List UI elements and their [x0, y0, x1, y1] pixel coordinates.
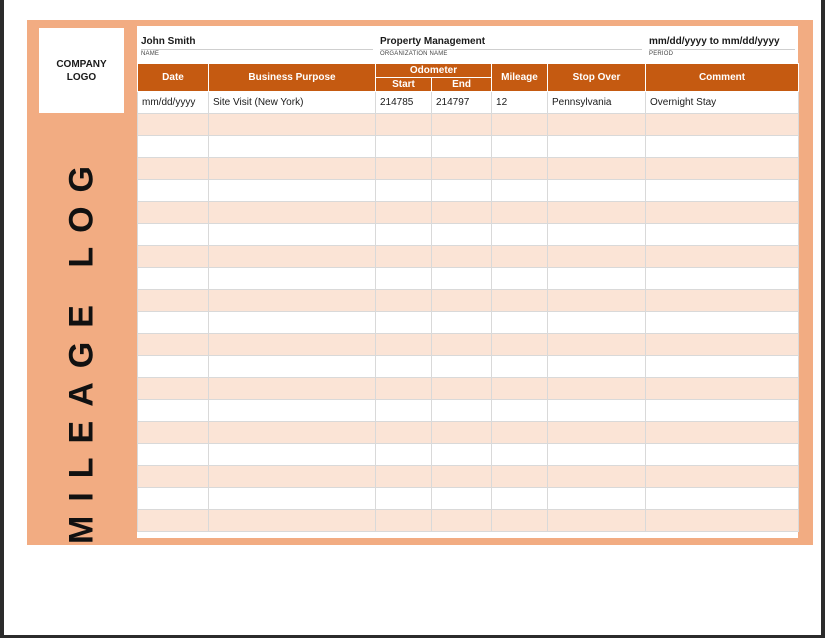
cell-mileage[interactable] — [492, 180, 548, 202]
cell-mileage[interactable] — [492, 334, 548, 356]
period-value: mm/dd/yyyy to mm/dd/yyyy — [649, 36, 780, 47]
cell-end[interactable] — [432, 422, 492, 444]
table-row — [138, 334, 799, 356]
cell-date[interactable] — [138, 114, 209, 136]
cell-stop-over[interactable] — [548, 400, 646, 422]
mileage-log-title: MILEAGE LOG — [62, 152, 101, 544]
cell-start[interactable] — [376, 114, 432, 136]
cell-date[interactable] — [138, 444, 209, 466]
cell-end[interactable] — [432, 290, 492, 312]
cell-start[interactable] — [376, 422, 432, 444]
cell-start[interactable]: 214785 — [376, 92, 432, 114]
cell-stop-over[interactable] — [548, 356, 646, 378]
period-label: PERIOD — [649, 51, 674, 57]
cell-mileage[interactable] — [492, 466, 548, 488]
cell-end[interactable] — [432, 202, 492, 224]
col-odometer-start: Start — [376, 78, 432, 92]
cell-date[interactable] — [138, 224, 209, 246]
cell-mileage[interactable] — [492, 356, 548, 378]
cell-stop-over[interactable]: Pennsylvania — [548, 92, 646, 114]
cell-start[interactable] — [376, 246, 432, 268]
company-logo-placeholder: COMPANY LOGO — [39, 28, 124, 113]
col-odometer: Odometer — [376, 64, 492, 78]
cell-mileage[interactable] — [492, 136, 548, 158]
cell-date[interactable] — [138, 290, 209, 312]
cell-mileage[interactable] — [492, 488, 548, 510]
cell-start[interactable] — [376, 488, 432, 510]
cell-start[interactable] — [376, 466, 432, 488]
cell-stop-over[interactable] — [548, 488, 646, 510]
cell-start[interactable] — [376, 400, 432, 422]
name-value: John Smith — [141, 36, 196, 47]
cell-date[interactable] — [138, 246, 209, 268]
cell-purpose[interactable] — [209, 202, 376, 224]
cell-stop-over[interactable] — [548, 114, 646, 136]
cell-date[interactable] — [138, 202, 209, 224]
table-row — [138, 400, 799, 422]
cell-start[interactable] — [376, 312, 432, 334]
cell-purpose[interactable] — [209, 334, 376, 356]
cell-comment[interactable] — [646, 268, 799, 290]
cell-purpose[interactable] — [209, 180, 376, 202]
cell-comment[interactable] — [646, 444, 799, 466]
mileage-table — [137, 63, 799, 532]
cell-comment[interactable] — [646, 224, 799, 246]
cell-date[interactable] — [138, 180, 209, 202]
cell-purpose[interactable]: Site Visit (New York) — [209, 92, 376, 114]
col-odometer-end: End — [432, 78, 492, 92]
cell-mileage[interactable] — [492, 268, 548, 290]
cell-end[interactable] — [432, 312, 492, 334]
cell-comment[interactable] — [646, 334, 799, 356]
cell-purpose[interactable] — [209, 246, 376, 268]
cell-mileage[interactable]: 12 — [492, 92, 548, 114]
cell-start[interactable] — [376, 334, 432, 356]
cell-start[interactable] — [376, 510, 432, 532]
table-row — [138, 510, 799, 532]
cell-purpose[interactable] — [209, 488, 376, 510]
cell-comment[interactable] — [646, 290, 799, 312]
cell-date[interactable] — [138, 136, 209, 158]
cell-end[interactable] — [432, 334, 492, 356]
table-row — [138, 466, 799, 488]
name-label: NAME — [141, 51, 160, 57]
cell-end[interactable] — [432, 268, 492, 290]
cell-purpose[interactable] — [209, 510, 376, 532]
cell-comment[interactable] — [646, 510, 799, 532]
table-row — [138, 92, 799, 114]
cell-date[interactable]: mm/dd/yyyy — [138, 92, 209, 114]
cell-purpose[interactable] — [209, 422, 376, 444]
cell-comment[interactable] — [646, 400, 799, 422]
log-content — [137, 26, 798, 538]
cell-comment[interactable] — [646, 246, 799, 268]
cell-date[interactable] — [138, 400, 209, 422]
cell-end[interactable] — [432, 510, 492, 532]
cell-mileage[interactable] — [492, 246, 548, 268]
cell-start[interactable] — [376, 378, 432, 400]
cell-stop-over[interactable] — [548, 422, 646, 444]
cell-date[interactable] — [138, 378, 209, 400]
cell-stop-over[interactable] — [548, 158, 646, 180]
cell-mileage[interactable] — [492, 312, 548, 334]
cell-stop-over[interactable] — [548, 334, 646, 356]
cell-comment[interactable] — [646, 466, 799, 488]
cell-mileage[interactable] — [492, 444, 548, 466]
cell-start[interactable] — [376, 180, 432, 202]
cell-start[interactable] — [376, 444, 432, 466]
cell-start[interactable] — [376, 136, 432, 158]
col-stop-over: Stop Over — [548, 64, 646, 92]
cell-comment[interactable] — [646, 202, 799, 224]
table-row — [138, 356, 799, 378]
cell-purpose[interactable] — [209, 224, 376, 246]
cell-stop-over[interactable] — [548, 268, 646, 290]
cell-end[interactable] — [432, 158, 492, 180]
cell-comment[interactable] — [646, 356, 799, 378]
cell-mileage[interactable] — [492, 114, 548, 136]
cell-comment[interactable] — [646, 378, 799, 400]
cell-purpose[interactable] — [209, 136, 376, 158]
cell-purpose[interactable] — [209, 158, 376, 180]
mileage-log-sheet — [27, 20, 813, 545]
cell-mileage[interactable] — [492, 422, 548, 444]
table-row — [138, 312, 799, 334]
cell-stop-over[interactable] — [548, 202, 646, 224]
col-comment: Comment — [646, 64, 799, 92]
cell-stop-over[interactable] — [548, 290, 646, 312]
cell-start[interactable] — [376, 158, 432, 180]
cell-end[interactable] — [432, 444, 492, 466]
table-row — [138, 224, 799, 246]
cell-end[interactable] — [432, 246, 492, 268]
cell-date[interactable] — [138, 466, 209, 488]
name-field[interactable] — [141, 35, 373, 58]
cell-purpose[interactable] — [209, 290, 376, 312]
cell-comment[interactable] — [646, 422, 799, 444]
cell-stop-over[interactable] — [548, 136, 646, 158]
cell-start[interactable] — [376, 268, 432, 290]
table-row — [138, 422, 799, 444]
cell-end[interactable] — [432, 356, 492, 378]
cell-end[interactable] — [432, 400, 492, 422]
cell-mileage[interactable] — [492, 158, 548, 180]
cell-date[interactable] — [138, 312, 209, 334]
organization-value: Property Management — [380, 36, 486, 47]
cell-start[interactable] — [376, 290, 432, 312]
table-row — [138, 180, 799, 202]
cell-mileage[interactable] — [492, 400, 548, 422]
table-row — [138, 290, 799, 312]
cell-mileage[interactable] — [492, 378, 548, 400]
cell-purpose[interactable] — [209, 312, 376, 334]
cell-comment[interactable] — [646, 158, 799, 180]
cell-stop-over[interactable] — [548, 224, 646, 246]
cell-mileage[interactable] — [492, 224, 548, 246]
cell-purpose[interactable] — [209, 466, 376, 488]
table-row — [138, 378, 799, 400]
table-row — [138, 268, 799, 290]
cell-purpose[interactable] — [209, 114, 376, 136]
cell-end[interactable] — [432, 378, 492, 400]
cell-end[interactable] — [432, 136, 492, 158]
cell-stop-over[interactable] — [548, 246, 646, 268]
cell-date[interactable] — [138, 268, 209, 290]
cell-start[interactable] — [376, 202, 432, 224]
cell-comment[interactable] — [646, 312, 799, 334]
table-row — [138, 114, 799, 136]
cell-end[interactable]: 214797 — [432, 92, 492, 114]
cell-comment[interactable] — [646, 180, 799, 202]
cell-start[interactable] — [376, 356, 432, 378]
cell-date[interactable] — [138, 488, 209, 510]
cell-purpose[interactable] — [209, 444, 376, 466]
col-business-purpose: Business Purpose — [209, 64, 376, 92]
cell-stop-over[interactable] — [548, 510, 646, 532]
organization-field[interactable] — [380, 35, 642, 58]
col-mileage: Mileage — [492, 64, 548, 92]
cell-date[interactable] — [138, 510, 209, 532]
cell-end[interactable] — [432, 466, 492, 488]
cell-purpose[interactable] — [209, 378, 376, 400]
cell-purpose[interactable] — [209, 400, 376, 422]
table-row — [138, 488, 799, 510]
cell-end[interactable] — [432, 488, 492, 510]
cell-start[interactable] — [376, 224, 432, 246]
cell-comment[interactable] — [646, 114, 799, 136]
cell-stop-over[interactable] — [548, 444, 646, 466]
cell-end[interactable] — [432, 180, 492, 202]
cell-purpose[interactable] — [209, 268, 376, 290]
cell-mileage[interactable] — [492, 290, 548, 312]
cell-date[interactable] — [138, 356, 209, 378]
table-row — [138, 444, 799, 466]
cell-comment[interactable] — [646, 136, 799, 158]
table-row — [138, 136, 799, 158]
cell-stop-over[interactable] — [548, 180, 646, 202]
cell-stop-over[interactable] — [548, 312, 646, 334]
organization-label: ORGANIZATION NAME — [380, 51, 448, 57]
table-row — [138, 246, 799, 268]
cell-purpose[interactable] — [209, 356, 376, 378]
table-row — [138, 202, 799, 224]
table-row — [138, 158, 799, 180]
cell-date[interactable] — [138, 158, 209, 180]
log-rows — [138, 92, 799, 532]
cell-date[interactable] — [138, 334, 209, 356]
col-date: Date — [138, 64, 209, 92]
cell-end[interactable] — [432, 224, 492, 246]
cell-comment[interactable] — [646, 488, 799, 510]
period-field[interactable] — [649, 35, 795, 58]
cell-comment[interactable]: Overnight Stay — [646, 92, 799, 114]
cell-date[interactable] — [138, 422, 209, 444]
cell-mileage[interactable] — [492, 510, 548, 532]
cell-end[interactable] — [432, 114, 492, 136]
cell-stop-over[interactable] — [548, 466, 646, 488]
cell-mileage[interactable] — [492, 202, 548, 224]
cell-stop-over[interactable] — [548, 378, 646, 400]
